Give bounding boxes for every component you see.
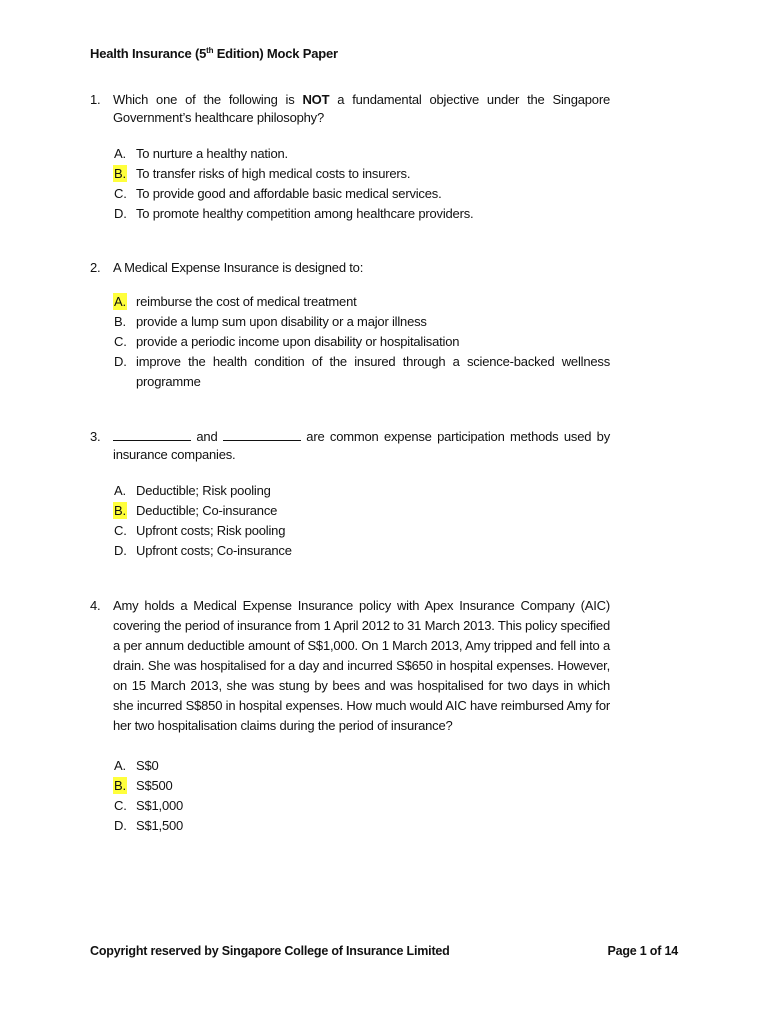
option-a[interactable]: A. To nurture a healthy nation. xyxy=(114,146,288,161)
option-a[interactable]: A. Deductible; Risk pooling xyxy=(114,483,271,498)
title-superscript: th xyxy=(206,46,214,55)
option-c[interactable]: C. provide a periodic income upon disability or hospitalisation xyxy=(114,334,460,349)
option-b[interactable]: B. Deductible; Co-insurance xyxy=(114,503,278,518)
option-b[interactable]: B. provide a lump sum upon disability or a major illness xyxy=(114,314,427,329)
option-a[interactable]: A. reimburse the cost of medical treatment xyxy=(114,294,357,309)
highlighted-answer: B. xyxy=(114,503,126,518)
question-text: and are common expense participation methods used by insurance companies. xyxy=(113,429,610,462)
answer-blank xyxy=(223,429,301,441)
option-c[interactable]: C. Upfront costs; Risk pooling xyxy=(114,523,286,538)
question-stem xyxy=(90,91,610,127)
question-number: 4. xyxy=(90,598,101,613)
question-stem xyxy=(90,259,610,277)
page-footer xyxy=(90,944,678,958)
answer-options xyxy=(113,292,610,392)
question-3 xyxy=(90,428,610,561)
answer-options xyxy=(113,481,610,561)
question-number: 2. xyxy=(90,260,101,275)
option-c[interactable]: C. To provide good and affordable basic medical services. xyxy=(114,186,442,201)
question-stem xyxy=(90,428,610,464)
answer-blank xyxy=(113,429,191,441)
option-d[interactable]: D. Upfront costs; Co-insurance xyxy=(114,543,292,558)
question-1 xyxy=(90,91,610,224)
option-b[interactable]: B. S$500 xyxy=(114,778,173,793)
question-number: 1. xyxy=(90,92,101,107)
option-d[interactable]: D. To promote healthy competition among healthcare providers. xyxy=(114,206,474,221)
question-text: Amy holds a Medical Expense Insurance policy with Apex Insurance Company (AIC) covering the period of insurance from 1 April 2012 to 31 March 2013. This policy specified a per annum deductible amount of S$1,000. On 1 March 2013, Amy tripped and fell into a drain. She was hospitalised for a day and incurred S$650 in hospital expenses. However, on 15 March 2013, she was stung by bees and was hospitalised for two days in which she incurred S$850 in hospital expenses. How much would AIC have reimbursed Amy for her two hospitalisation claims during the period of insurance? xyxy=(113,598,610,733)
option-d[interactable]: D. S$1,500 xyxy=(114,818,184,833)
question-stem xyxy=(90,596,610,736)
option-d[interactable]: D. improve the health condition of the insured through a science-backed wellness programme xyxy=(114,354,610,389)
question-4 xyxy=(90,596,610,836)
answer-options xyxy=(113,756,610,836)
question-text: A Medical Expense Insurance is designed to: xyxy=(113,260,364,275)
question-2 xyxy=(90,259,610,392)
answer-options xyxy=(113,144,610,224)
page-number: Page 1 of 14 xyxy=(607,944,678,958)
page-title: Health Insurance (5th Edition) Mock Paper xyxy=(90,46,338,61)
question-text: Which one of the following is NOT a fundamental objective under the Singapore Government’s healthcare philosophy? xyxy=(113,92,610,125)
option-a[interactable]: A. S$0 xyxy=(114,758,159,773)
highlighted-answer: B. xyxy=(114,166,126,181)
emphasis-not: NOT xyxy=(302,92,330,107)
option-b[interactable]: B. To transfer risks of high medical costs to insurers. xyxy=(114,166,411,181)
highlighted-answer: A. xyxy=(114,294,126,309)
highlighted-answer: B. xyxy=(114,778,126,793)
copyright-notice: Copyright reserved by Singapore College of Insurance Limited xyxy=(90,944,450,958)
option-c[interactable]: C. S$1,000 xyxy=(114,798,184,813)
question-number: 3. xyxy=(90,429,101,444)
